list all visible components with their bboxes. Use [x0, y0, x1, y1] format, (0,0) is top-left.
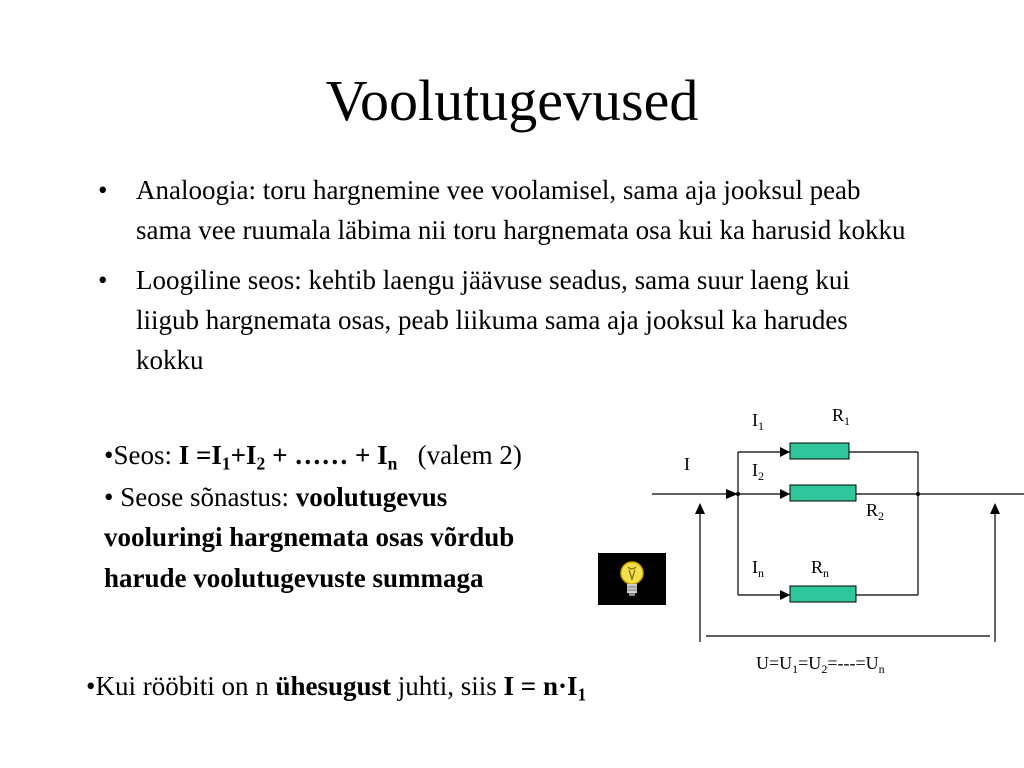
bullet-marker: •	[98, 265, 108, 295]
bullet-loogiline-seos	[98, 260, 918, 380]
label-voltage-equality: $U=U_1=U_2=---=U_n$	[756, 653, 885, 676]
slide-title: Voolutugevused	[325, 68, 699, 133]
sonastus-line-1: • Seose sõnastus: voolutugevus	[104, 482, 448, 512]
seos-prefix: •Seos:	[104, 440, 179, 470]
resistor-r2	[790, 485, 856, 501]
label-i2: $I_2$	[752, 460, 764, 483]
bullet-text: Analoogia: toru hargnemine vee voolamisel, sama aja jooksul peab sama vee ruumala läbima nii toru hargnemata osa kui ka harusid kokku	[136, 175, 906, 245]
label-current-total: I	[684, 454, 690, 474]
seos-formula-line	[104, 435, 522, 475]
bullet-analoogia	[98, 170, 918, 250]
footer-line: •Kui rööbiti on n ühesugust juhti, siis $I = n\cdot I_1$	[86, 671, 587, 705]
label-r1: $R_1$	[832, 405, 851, 428]
footer-formula: $I = n\cdot I_1$	[503, 671, 587, 705]
label-in: $I_n$	[752, 557, 764, 580]
bullet-marker: •	[98, 175, 108, 205]
resistor-r1	[790, 443, 849, 459]
label-r2: $R_2$	[866, 500, 885, 523]
label-rn: $R_n$	[811, 557, 830, 580]
sonastus-line-3: harude voolutugevuste summaga	[104, 563, 484, 593]
resistor-rn	[790, 586, 856, 602]
seos-formula: $I =I_1+I_2$ + …… + $I_n$	[178, 440, 398, 474]
bullet-text: Loogiline seos: kehtib laengu jäävuse seadus, sama suur laeng kui liigub hargnemata osas, peab liikuma sama aja jooksul ka harudes kokku	[136, 265, 850, 375]
bullet-list	[98, 170, 918, 390]
sonastus-line-2: vooluringi hargnemata osas võrdub	[104, 522, 515, 552]
parallel-circuit-diagram	[640, 395, 1024, 695]
seos-note: (valem 2)	[417, 440, 522, 470]
label-i1: $I_1$	[752, 410, 764, 433]
